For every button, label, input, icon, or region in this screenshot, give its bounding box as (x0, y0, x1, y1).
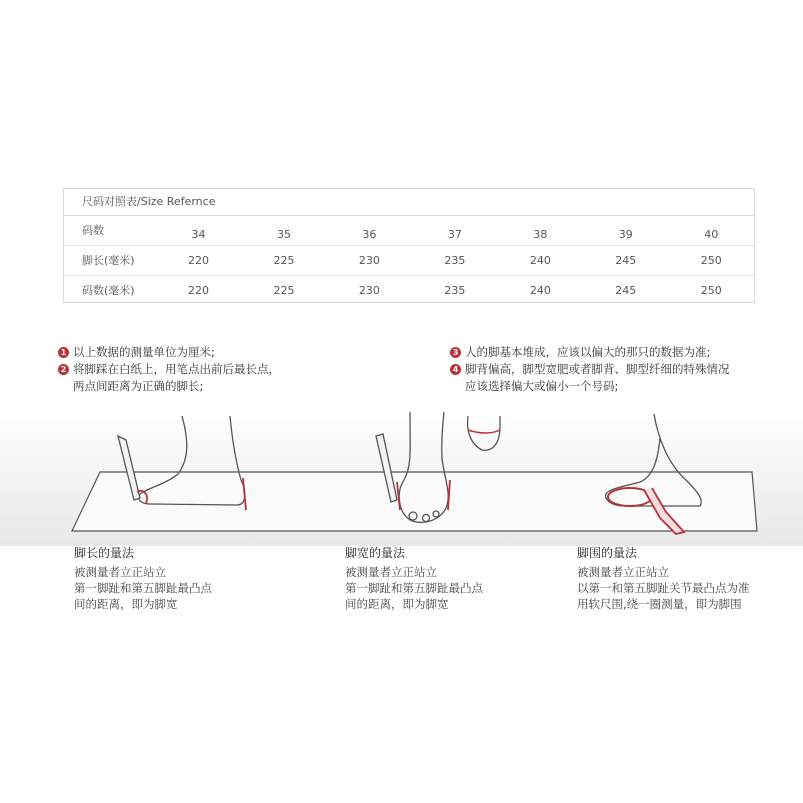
caption-title: 脚长的量法 (74, 546, 135, 560)
caption-line: 被测量者立正站立 (74, 565, 166, 579)
table-cell: 225 (273, 284, 295, 297)
size-table (63, 188, 755, 303)
caption-foot-length (74, 545, 212, 612)
note-item (58, 344, 280, 361)
table-cell: 250 (700, 254, 722, 267)
caption-foot-width (345, 545, 483, 612)
number-badge-icon: 4 (450, 364, 461, 375)
caption-title: 脚围的量法 (577, 546, 638, 560)
caption-line: 间的距离，即为脚宽 (345, 597, 449, 611)
table-cell: 245 (615, 284, 637, 297)
table-row (64, 276, 754, 305)
caption-line: 第一脚趾和第五脚趾最凸点 (74, 581, 212, 595)
caption-line: 以第一和第五脚趾关节最凸点为准 (577, 581, 750, 595)
note-item (450, 361, 730, 378)
note-item (58, 361, 280, 378)
row-label: 脚长(毫米) (82, 254, 135, 267)
note-text: 应该选择偏大或偏小一个号码; (465, 379, 619, 393)
size-table-title: 尺码对照表/Size Refernce (64, 189, 754, 216)
number-badge-icon: 2 (58, 364, 69, 375)
table-cell: 38 (533, 228, 548, 241)
caption-title: 脚宽的量法 (345, 546, 406, 560)
table-cell: 230 (358, 254, 380, 267)
table-cell: 245 (615, 254, 637, 267)
table-row (64, 216, 754, 246)
table-row (64, 246, 754, 276)
caption-foot-girth (577, 545, 750, 612)
table-cell: 36 (362, 228, 377, 241)
note-text: 以上数据的测量单位为厘米; (73, 345, 215, 359)
caption-line: 第一脚趾和第五脚趾最凸点 (345, 581, 483, 595)
table-cell: 230 (358, 284, 380, 297)
row-label: 码数 (82, 224, 104, 237)
note-text: 将脚踩在白纸上，用笔点出前后最长点， (73, 362, 280, 376)
table-cell: 35 (276, 228, 291, 241)
note-item (450, 344, 730, 361)
table-cell: 250 (700, 284, 722, 297)
row-label: 码数(毫米) (82, 284, 135, 297)
caption-line: 被测量者立正站立 (345, 565, 437, 579)
note-item (58, 378, 280, 395)
notes-left (58, 344, 280, 395)
note-text: 两点间距离为正确的脚长; (73, 379, 204, 393)
table-cell: 220 (188, 284, 210, 297)
table-cell: 240 (529, 254, 551, 267)
table-cell: 225 (273, 254, 295, 267)
caption-line: 间的距离，即为脚宽 (74, 597, 178, 611)
table-cell: 40 (704, 228, 719, 241)
foot-measurement-illustration (0, 408, 803, 558)
caption-line: 被测量者立正站立 (577, 565, 669, 579)
table-cell: 39 (618, 228, 633, 241)
table-cell: 240 (529, 284, 551, 297)
note-item (450, 378, 730, 395)
note-text: 人的脚基本堆成，应该以偏大的那只的数据为准; (465, 345, 711, 359)
table-cell: 34 (191, 228, 206, 241)
note-text: 脚背偏高，脚型宽肥或者脚背、脚型纤细的特殊情况 (465, 362, 730, 376)
notes-right (450, 344, 730, 395)
table-cell: 37 (447, 228, 462, 241)
caption-line: 用软尺围,绕一圈测量，即为脚围 (577, 597, 742, 611)
number-badge-icon: 1 (58, 347, 69, 358)
table-cell: 235 (444, 254, 466, 267)
number-badge-icon: 3 (450, 347, 461, 358)
table-cell: 220 (188, 254, 210, 267)
table-cell: 235 (444, 284, 466, 297)
